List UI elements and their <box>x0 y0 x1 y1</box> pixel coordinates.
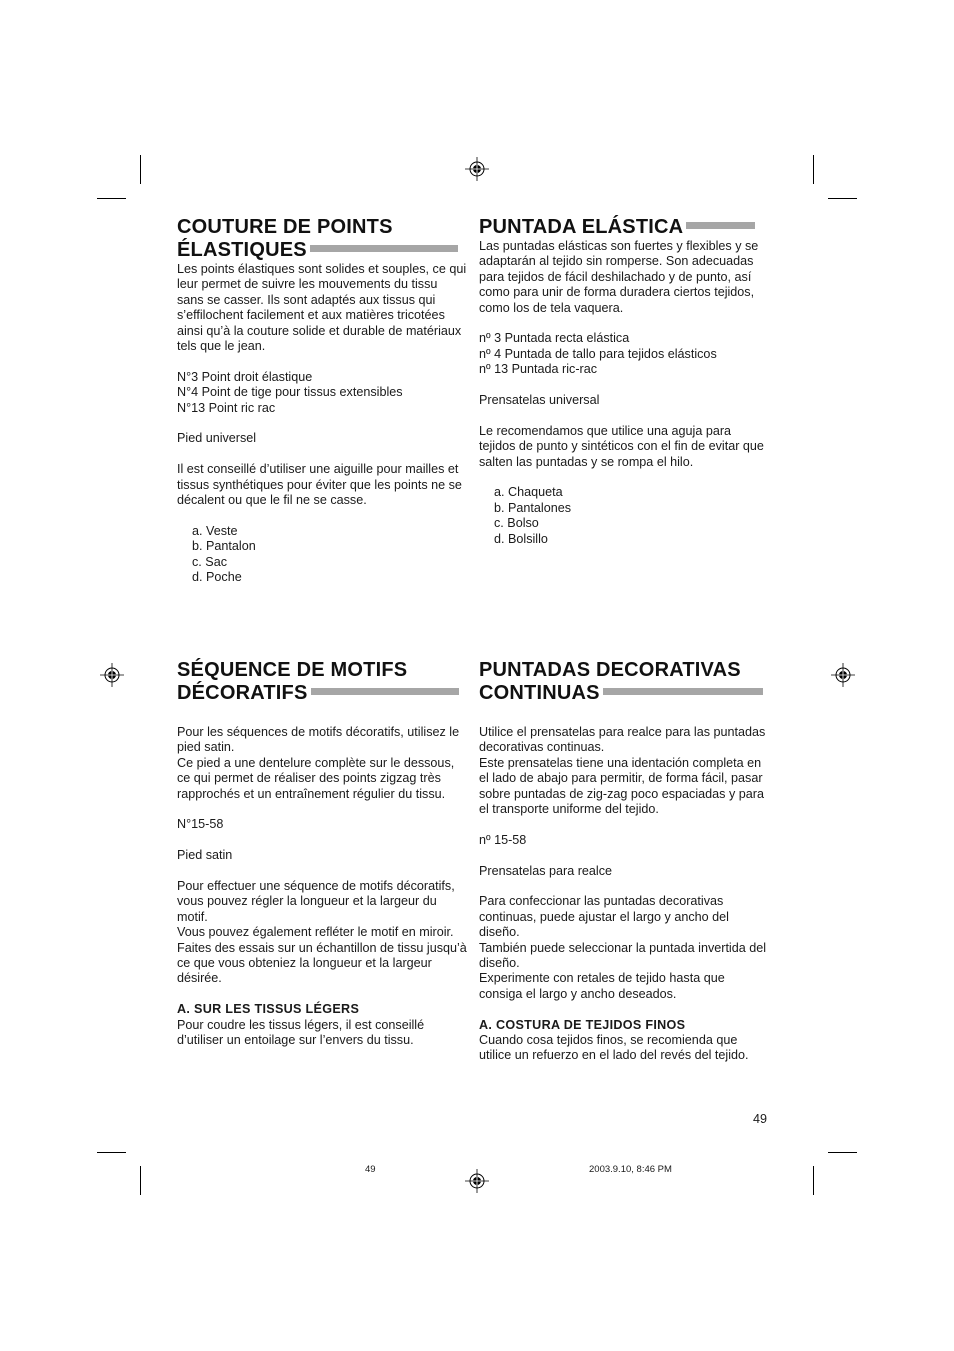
adjust-text <box>177 879 467 987</box>
intro-text <box>479 725 769 817</box>
title-line-2: CONTINUAS <box>479 682 600 704</box>
title-line-1: COUTURE DE POINTS <box>177 216 393 238</box>
adjust-line: Vous pouvez également refléter le motif en miroir. <box>177 925 454 940</box>
presser-foot: Prensatelas universal <box>479 393 600 408</box>
stitch-item: nº 4 Puntada de tallo para tejidos elásticos <box>479 346 717 361</box>
presser-foot: Prensatelas para realce <box>479 863 613 878</box>
intro-line: Este prensatelas tiene una identación completa en el lado de abajo para permitir, de forma fácil, pasar sobre puntadas de zig-zag poco espaciadas y para el transporte uniforme del tejido. <box>479 755 764 817</box>
adjust-line: Pour effectuer une séquence de motifs décoratifs, vous pouvez régler la longueur et la largeur du motif. <box>177 879 455 924</box>
section-puntada-elastica <box>479 216 769 562</box>
crop-mark <box>813 155 814 184</box>
intro-line: Pour les séquences de motifs décoratifs, utilisez le pied satin. <box>177 725 460 755</box>
presser-foot: Pied universel <box>177 431 257 446</box>
advice-text: Il est conseillé d’utiliser une aiguille pour mailles et tissus synthétiques pour éviter que les points ne se décalent ou que le fil ne se casse. <box>177 462 462 508</box>
stitch-item: N°13 Point ric rac <box>177 400 276 415</box>
crop-mark <box>140 1166 141 1195</box>
intro-text: Las puntadas elásticas son fuertes y flexibles y se adaptarán al tejido sin romperse. Son adecuadas para tejidos de fácil deshilachado y de punto, así como para unir de forma duradera ciertos tejidos, como los de tela vaquera. <box>479 239 759 315</box>
section-puntadas-decorativas-continuas <box>479 659 769 1079</box>
stitch-list <box>479 331 769 377</box>
crop-mark <box>97 1152 126 1153</box>
stitch-list <box>177 370 467 416</box>
list-item: d. Bolsillo <box>494 531 548 546</box>
registration-mark-icon <box>100 663 124 687</box>
section-title <box>479 216 769 239</box>
crop-mark <box>828 1152 857 1153</box>
stitch-range: nº 15-58 <box>479 832 527 847</box>
adjust-line: Faites des essais sur un échantillon de tissu jusqu’à ce que vous obteniez la longueur et la largeur désirée. <box>177 940 467 986</box>
adjust-line: También puede seleccionar la puntada invertida del diseño. <box>479 940 767 971</box>
crop-mark <box>140 155 141 184</box>
title-line-2: DÉCORATIFS <box>177 682 308 704</box>
crop-mark <box>813 1166 814 1195</box>
stitch-range: N°15-58 <box>177 817 224 832</box>
footer-timestamp: 2003.9.10, 8:46 PM <box>589 1164 672 1175</box>
presser-foot: Pied satin <box>177 848 233 863</box>
registration-mark-icon <box>465 157 489 181</box>
section-sequence-motifs-decoratifs <box>177 659 467 1064</box>
sub-text: Pour coudre les tissus légers, il est conseillé d’utiliser un entoilage sur l’envers du tissu. <box>177 1017 425 1048</box>
list-item: a. Veste <box>192 523 238 538</box>
adjust-line: Para confeccionar las puntadas decorativas continuas, puede ajustar el largo y ancho del diseño. <box>479 894 729 940</box>
title-line-1: PUNTADAS DECORATIVAS <box>479 659 741 681</box>
stitch-item: N°3 Point droit élastique <box>177 369 313 384</box>
section-title <box>479 659 769 705</box>
title-line-2: ÉLASTIQUES <box>177 239 307 261</box>
title-bar <box>311 688 459 695</box>
title-bar <box>310 245 458 252</box>
advice-text: Le recomendamos que utilice una aguja para tejidos de punto y sintéticos con el fin de evitar que salten las puntadas y se rompa el hilo. <box>479 423 764 469</box>
list-item: a. Chaqueta <box>494 485 563 500</box>
footer-page: 49 <box>365 1164 376 1175</box>
intro-text <box>177 725 467 802</box>
intro-text: Les points élastiques sont solides et souples, ce qui leur permet de suivre les mouvements du tissu sans se casser. Ils sont adaptés aux tissus qui s’effilochent facilement et aux matières tricotées ainsi qu’à la couture solide et durable de matériaux tels que le jean. <box>177 262 467 354</box>
list-item: c. Bolso <box>494 516 539 531</box>
intro-line: Utilice el prensatelas para realce para las puntadas decorativas continuas. <box>479 725 766 755</box>
title-bar <box>686 222 755 229</box>
registration-mark-icon <box>465 1169 489 1193</box>
stitch-item: N°4 Point de tige pour tissus extensibles <box>177 385 403 400</box>
page-number: 49 <box>753 1112 768 1126</box>
list-item: d. Poche <box>192 570 242 585</box>
subheading: A. COSTURA DE TEJIDOS FINOS <box>479 1017 686 1032</box>
list-item: c. Sac <box>192 554 227 569</box>
stitch-item: nº 13 Puntada ric-rac <box>479 362 598 377</box>
title-line-1: PUNTADA ELÁSTICA <box>479 216 684 238</box>
intro-line: Ce pied a une dentelure complète sur le dessous, ce qui permet de réaliser des points zigzag très rapprochés et un entraînement régulier du tissu. <box>177 755 455 801</box>
section-title <box>177 659 467 705</box>
subheading: A. SUR LES TISSUS LÉGERS <box>177 1002 360 1017</box>
stitch-item: nº 3 Puntada recta elástica <box>479 331 630 346</box>
crop-mark <box>97 198 126 199</box>
adjust-text <box>479 894 769 1002</box>
item-list <box>494 485 769 547</box>
sub-text: Cuando cosa tejidos finos, se recomienda que utilice un refuerzo en el lado del revés del tejido. <box>479 1033 749 1063</box>
title-line-1: SÉQUENCE DE MOTIFS <box>177 659 408 681</box>
title-bar <box>603 688 763 695</box>
item-list <box>192 524 467 586</box>
adjust-line: Experimente con retales de tejido hasta que consiga el largo y ancho deseados. <box>479 971 725 1001</box>
crop-mark <box>828 198 857 199</box>
list-item: b. Pantalon <box>192 539 256 554</box>
section-couture-points-elastiques <box>177 216 467 601</box>
registration-mark-icon <box>831 663 855 687</box>
list-item: b. Pantalones <box>494 500 572 515</box>
section-title <box>177 216 467 262</box>
